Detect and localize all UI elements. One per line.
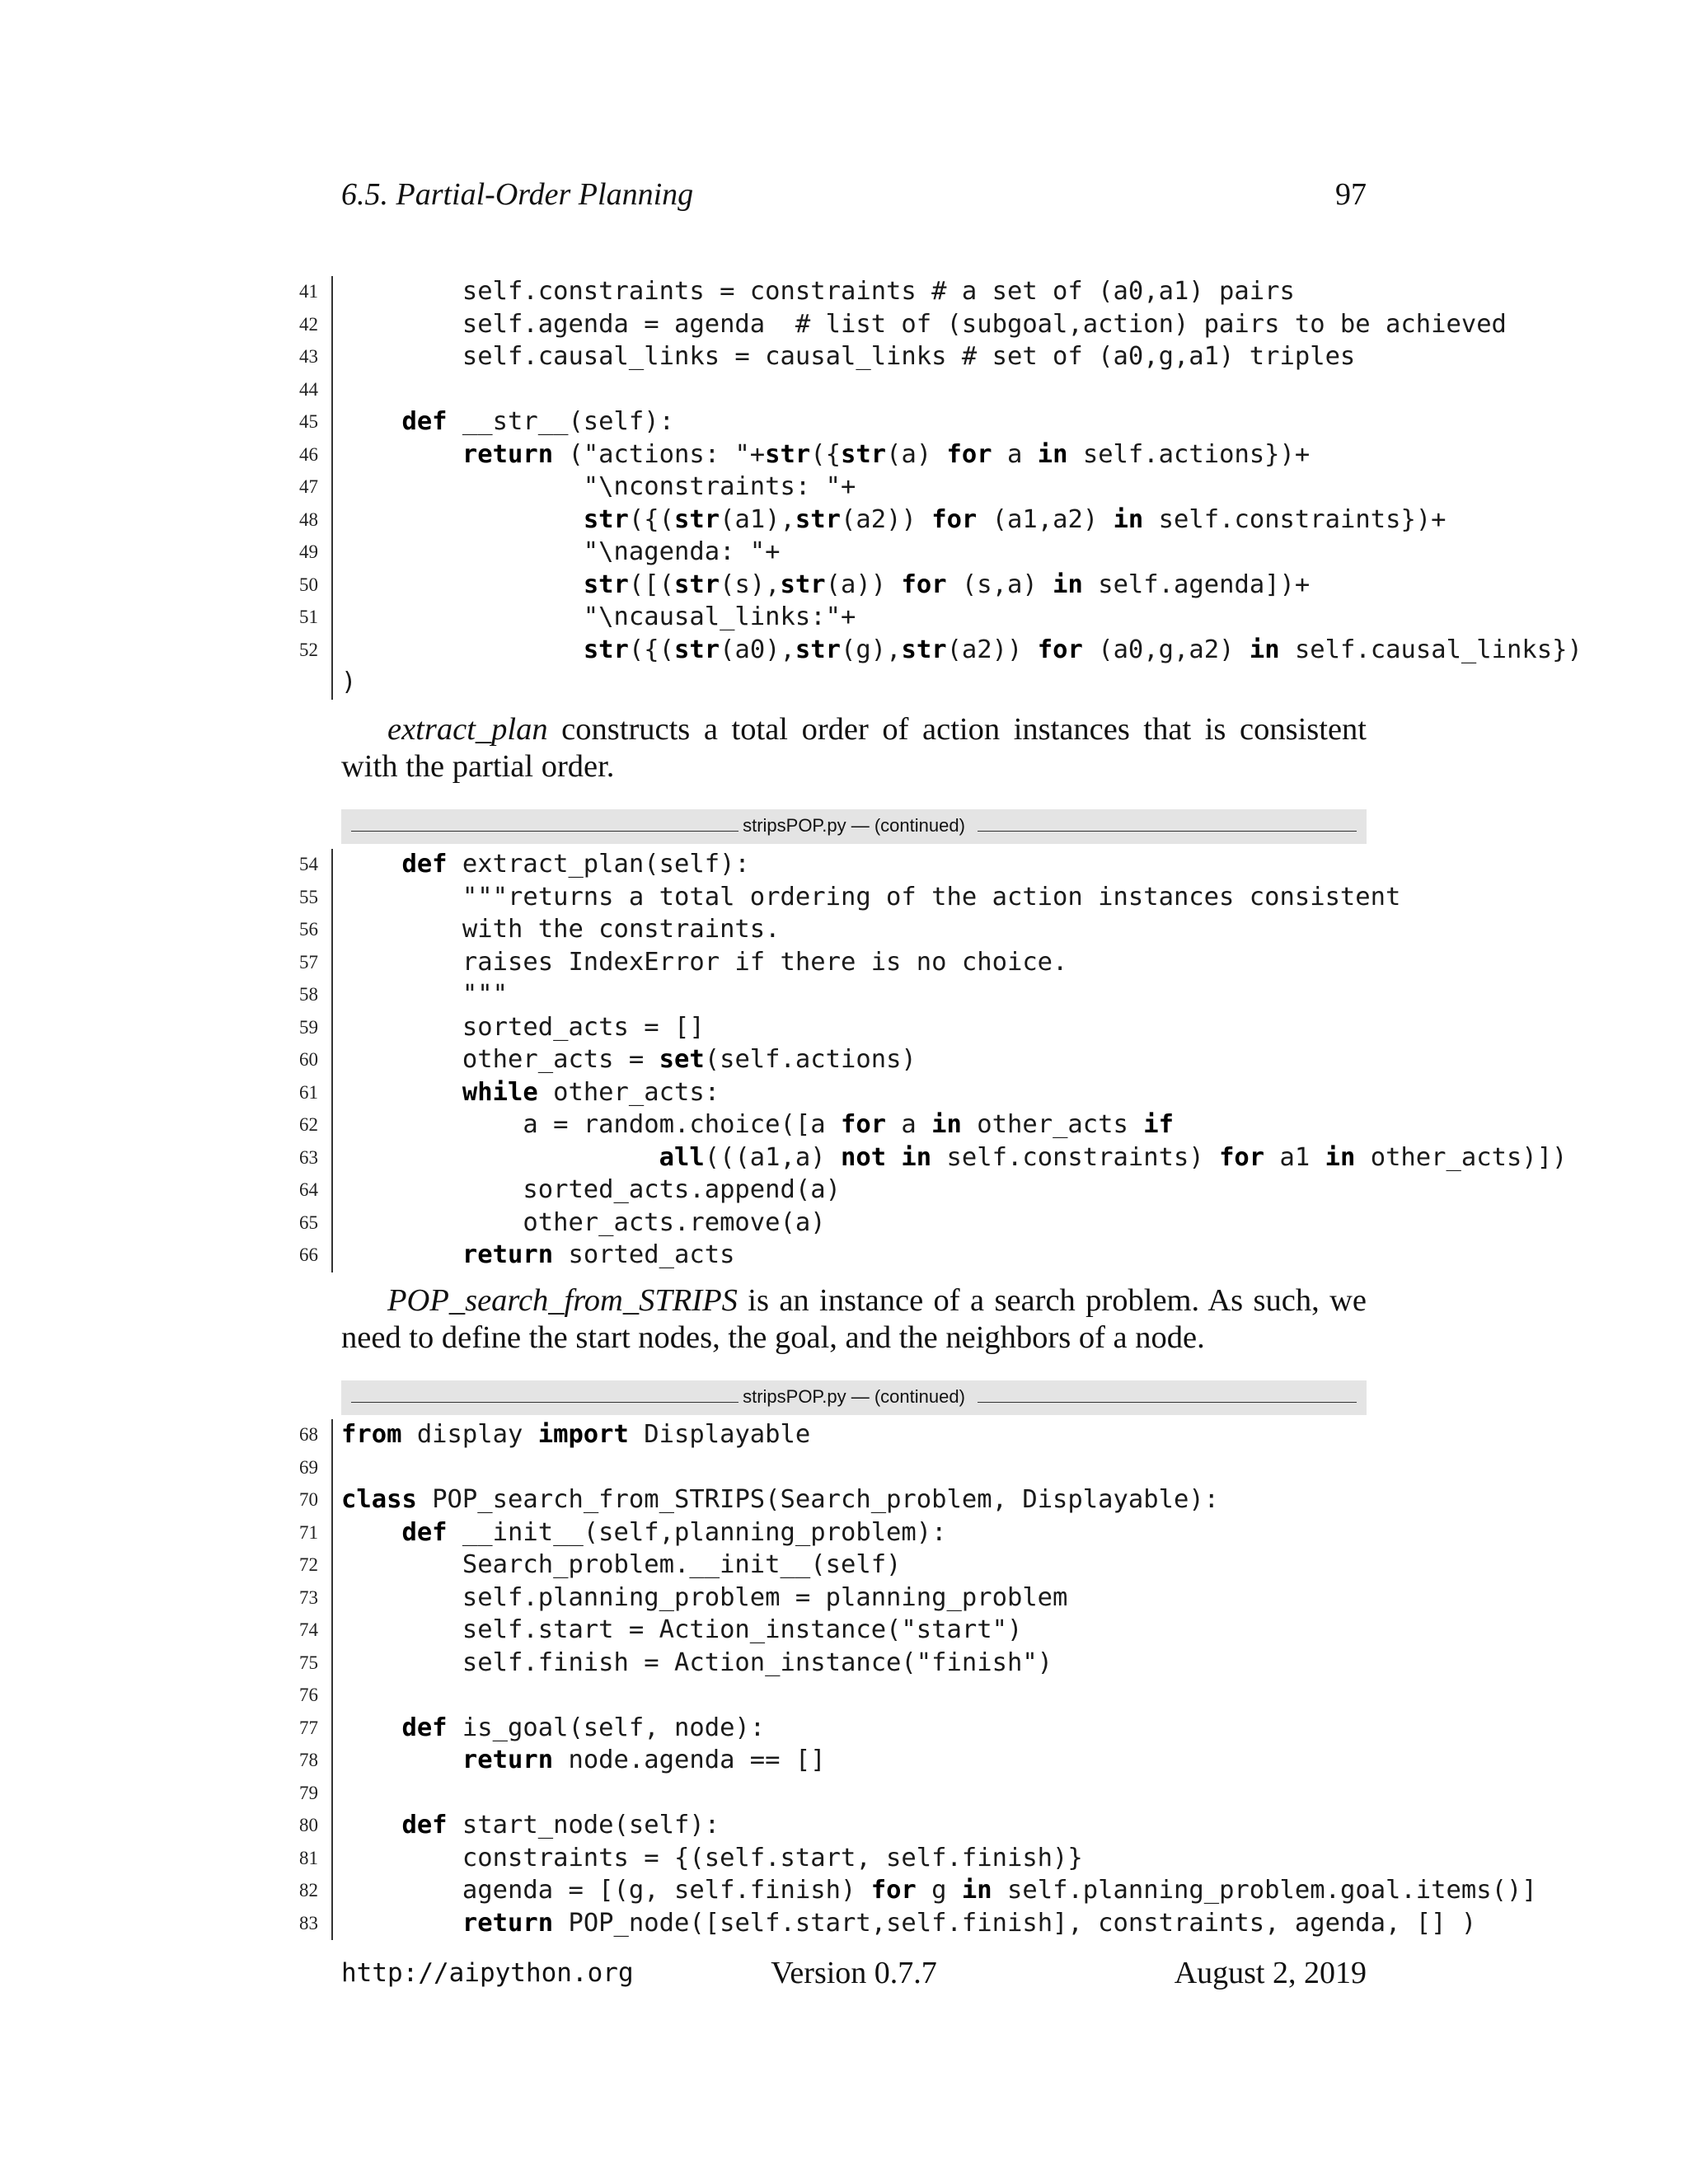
footer-url: http://aipython.org xyxy=(341,1958,634,1988)
gutter-rule xyxy=(331,979,333,1012)
line-number: 42 xyxy=(299,313,318,335)
gutter-rule xyxy=(331,276,333,309)
code-text: with the constraints. xyxy=(341,915,781,944)
code-line xyxy=(272,1810,1441,1843)
code-text: """ xyxy=(341,980,508,1009)
code-text: return sorted_acts xyxy=(462,1240,735,1269)
code-text: raises IndexError if there is no choice. xyxy=(341,947,1068,977)
section-title: 6.5. Partial-Order Planning xyxy=(341,177,694,212)
code-text: self.finish = Action_instance("finish") xyxy=(341,1647,1053,1677)
gutter-rule xyxy=(331,1419,333,1452)
code-text: def extract_plan(self): xyxy=(401,850,750,879)
line-number: 56 xyxy=(299,919,318,940)
line-number: 69 xyxy=(299,1456,318,1478)
code-text: sorted_acts.append(a) xyxy=(341,1175,841,1204)
running-head xyxy=(341,176,1367,226)
code-text: "\nagenda: "+ xyxy=(341,537,781,566)
gutter-rule xyxy=(331,1549,333,1582)
line-number: 62 xyxy=(299,1114,318,1135)
code-listing-pop-search xyxy=(272,1419,1537,1940)
line-number: 52 xyxy=(299,639,318,660)
code-text: sorted_acts = [] xyxy=(341,1012,705,1042)
line-number: 79 xyxy=(299,1782,318,1803)
line-number: 65 xyxy=(299,1212,318,1233)
code-text: ) xyxy=(341,668,357,696)
code-text: return POP_node([self.start,self.finish], constraints, agenda, [] ) xyxy=(462,1908,1477,1938)
code-listing-extract-plan xyxy=(272,849,1568,1272)
code-listing-str xyxy=(272,276,1582,700)
line-number: 50 xyxy=(299,574,318,595)
line-number: 71 xyxy=(299,1521,318,1543)
code-line xyxy=(272,471,1441,504)
gutter-rule xyxy=(331,1207,333,1240)
code-line xyxy=(272,1647,1441,1680)
gutter-rule xyxy=(331,1484,333,1517)
gutter-rule xyxy=(331,1077,333,1110)
code-line xyxy=(272,1452,1441,1485)
code-text: "\ncausal_links:"+ xyxy=(341,602,856,631)
line-number: 43 xyxy=(299,346,318,367)
line-number: 83 xyxy=(299,1912,318,1933)
code-text: return ("actions: "+str({str(a) for a in self.actions})+ xyxy=(462,439,1311,469)
code-text: self.start = Action_instance("start") xyxy=(341,1615,1023,1644)
code-text: other_acts.remove(a) xyxy=(341,1207,826,1237)
code-line xyxy=(272,1240,1441,1272)
term-extract-plan: extract_plan xyxy=(387,712,548,747)
gutter-rule xyxy=(331,1582,333,1615)
code-line xyxy=(272,1044,1441,1077)
gutter-rule xyxy=(331,439,333,472)
code-line xyxy=(272,1875,1537,1908)
gutter-rule xyxy=(331,504,333,537)
code-text: def is_goal(self, node): xyxy=(401,1713,766,1742)
code-line xyxy=(272,537,1441,569)
line-number: 46 xyxy=(299,443,318,465)
line-number: 81 xyxy=(299,1847,318,1868)
gutter-rule xyxy=(331,471,333,504)
code-line xyxy=(272,1745,1441,1778)
code-text: self.constraints = constraints # a set of (a0,a1) pairs xyxy=(341,277,1295,306)
file-banner-label: stripsPOP.py — (continued) xyxy=(743,815,965,836)
gutter-rule xyxy=(331,1908,333,1941)
code-line xyxy=(272,1109,1441,1142)
code-line xyxy=(272,1549,1441,1582)
line-number: 80 xyxy=(299,1815,318,1835)
code-line xyxy=(272,406,1441,439)
line-number: 44 xyxy=(299,378,318,400)
code-line xyxy=(272,341,1441,374)
code-line xyxy=(272,1207,1441,1240)
code-line xyxy=(272,1778,1441,1811)
gutter-rule xyxy=(331,947,333,980)
gutter-rule xyxy=(331,882,333,915)
line-number: 59 xyxy=(299,1016,318,1038)
line-number: 82 xyxy=(299,1880,318,1900)
gutter-rule xyxy=(331,1615,333,1647)
gutter-rule xyxy=(331,1109,333,1142)
line-number: 61 xyxy=(299,1081,318,1103)
code-text: from display import Displayable xyxy=(341,1420,811,1449)
line-number: 64 xyxy=(299,1179,318,1200)
code-line xyxy=(272,1012,1441,1045)
code-line xyxy=(272,1517,1441,1550)
gutter-rule xyxy=(331,914,333,947)
gutter-rule xyxy=(331,1810,333,1843)
gutter-rule xyxy=(331,309,333,342)
code-text: self.planning_problem = planning_problem xyxy=(341,1582,1068,1612)
code-line xyxy=(272,276,1441,309)
file-banner-label: stripsPOP.py — (continued) xyxy=(743,1386,965,1407)
footer-date: August 2, 2019 xyxy=(1174,1956,1367,1990)
line-number: 75 xyxy=(299,1652,318,1673)
gutter-rule xyxy=(331,1012,333,1045)
gutter-rule xyxy=(331,341,333,374)
code-text: a = random.choice([a for a in other_acts if xyxy=(341,1110,1174,1139)
code-line xyxy=(272,504,1447,537)
code-text: def start_node(self): xyxy=(401,1811,720,1840)
code-line xyxy=(272,1680,1441,1713)
code-text: Search_problem.__init__(self) xyxy=(341,1550,902,1579)
code-line xyxy=(272,914,1441,947)
gutter-rule xyxy=(331,1517,333,1550)
code-line xyxy=(272,374,1441,407)
line-number: 63 xyxy=(299,1146,318,1168)
code-line xyxy=(272,1174,1441,1207)
paragraph-text: is an instance of a search problem. As such, we need to define the start nodes, the goal, and the neighbors of a node. xyxy=(341,1283,1367,1355)
code-line xyxy=(272,1582,1441,1615)
line-number: 55 xyxy=(299,886,318,907)
code-text: "\nconstraints: "+ xyxy=(341,472,856,501)
gutter-rule xyxy=(331,602,333,635)
line-number: 74 xyxy=(299,1619,318,1640)
code-text: other_acts = set(self.actions) xyxy=(341,1045,917,1074)
gutter-rule xyxy=(331,1174,333,1207)
gutter-rule xyxy=(331,406,333,439)
code-text: self.agenda = agenda # list of (subgoal,action) pairs to be achieved xyxy=(341,309,1507,339)
gutter-rule xyxy=(331,849,333,882)
line-number: 73 xyxy=(299,1586,318,1608)
line-number: 58 xyxy=(299,984,318,1005)
line-number: 77 xyxy=(299,1717,318,1738)
code-text: """returns a total ordering of the action instances consistent xyxy=(341,882,1401,912)
line-number: 54 xyxy=(299,854,318,874)
code-line xyxy=(272,439,1441,472)
gutter-rule xyxy=(331,1875,333,1908)
code-line xyxy=(272,602,1441,635)
code-text: constraints = {(self.start, self.finish)} xyxy=(341,1843,1083,1872)
code-text: str([(str(s),str(a)) for (s,a) in self.agenda])+ xyxy=(583,569,1311,599)
code-text: str({(str(a0),str(g),str(a2)) for (a0,g,a2) in self.causal_links}) xyxy=(583,635,1582,664)
gutter-rule xyxy=(331,667,333,700)
gutter-rule xyxy=(331,1778,333,1811)
line-number: 47 xyxy=(299,476,318,497)
paragraph-pop-search xyxy=(341,1282,1367,1357)
footer-version: Version 0.7.7 xyxy=(771,1956,937,1990)
code-text: agenda = [(g, self.finish) for g in self.planning_problem.goal.items()] xyxy=(341,1876,1537,1905)
code-line xyxy=(272,635,1582,668)
code-text: class POP_search_from_STRIPS(Search_problem, Displayable): xyxy=(341,1485,1220,1514)
line-number: 78 xyxy=(299,1750,318,1770)
page-footer xyxy=(341,1953,1367,2003)
code-line xyxy=(272,882,1441,915)
code-line xyxy=(272,569,1441,602)
code-text: def __init__(self,planning_problem): xyxy=(401,1517,947,1547)
line-number: 76 xyxy=(299,1685,318,1705)
gutter-rule xyxy=(331,537,333,569)
code-line xyxy=(272,667,1441,700)
file-banner xyxy=(341,809,1367,844)
line-number: 48 xyxy=(299,509,318,530)
code-line xyxy=(272,849,1441,882)
gutter-rule xyxy=(331,1745,333,1778)
code-line xyxy=(272,309,1507,342)
gutter-rule xyxy=(331,1044,333,1077)
gutter-rule xyxy=(331,374,333,407)
code-line xyxy=(272,979,1441,1012)
line-number: 68 xyxy=(299,1424,318,1445)
paragraph-extract-plan xyxy=(341,711,1367,785)
code-text: def __str__(self): xyxy=(401,407,674,436)
gutter-rule xyxy=(331,1713,333,1746)
line-number: 45 xyxy=(299,411,318,432)
gutter-rule xyxy=(331,1647,333,1680)
line-number: 51 xyxy=(299,607,318,627)
gutter-rule xyxy=(331,1452,333,1485)
code-text: while other_acts: xyxy=(462,1077,720,1107)
code-line xyxy=(272,947,1441,980)
code-line xyxy=(272,1484,1441,1517)
code-text: all(((a1,a) not in self.constraints) for a1 in other_acts)]) xyxy=(659,1142,1568,1172)
gutter-rule xyxy=(331,1142,333,1175)
line-number: 66 xyxy=(299,1244,318,1265)
code-line xyxy=(272,1713,1441,1746)
term-pop-search: POP_search_from_STRIPS xyxy=(387,1283,738,1318)
line-number: 57 xyxy=(299,951,318,972)
line-number: 72 xyxy=(299,1554,318,1575)
code-line xyxy=(272,1419,1441,1452)
line-number: 60 xyxy=(299,1049,318,1070)
gutter-rule xyxy=(331,1240,333,1272)
code-text: str({(str(a1),str(a2)) for (a1,a2) in self.constraints})+ xyxy=(583,504,1447,534)
code-line xyxy=(272,1142,1568,1175)
page-number: 97 xyxy=(1335,177,1367,212)
code-line xyxy=(272,1908,1477,1941)
code-line xyxy=(272,1843,1441,1876)
code-line xyxy=(272,1077,1441,1110)
gutter-rule xyxy=(331,635,333,668)
gutter-rule xyxy=(331,1843,333,1876)
gutter-rule xyxy=(331,1680,333,1713)
gutter-rule xyxy=(331,569,333,602)
code-text: self.causal_links = causal_links # set of (a0,g,a1) triples xyxy=(341,342,1356,371)
line-number: 70 xyxy=(299,1489,318,1510)
code-line xyxy=(272,1615,1441,1647)
line-number: 41 xyxy=(299,281,318,302)
file-banner xyxy=(341,1380,1367,1415)
line-number: 49 xyxy=(299,541,318,562)
paragraph-text: constructs a total order of action instances that is consistent with the partial order. xyxy=(341,712,1367,784)
code-text: return node.agenda == [] xyxy=(462,1746,826,1774)
